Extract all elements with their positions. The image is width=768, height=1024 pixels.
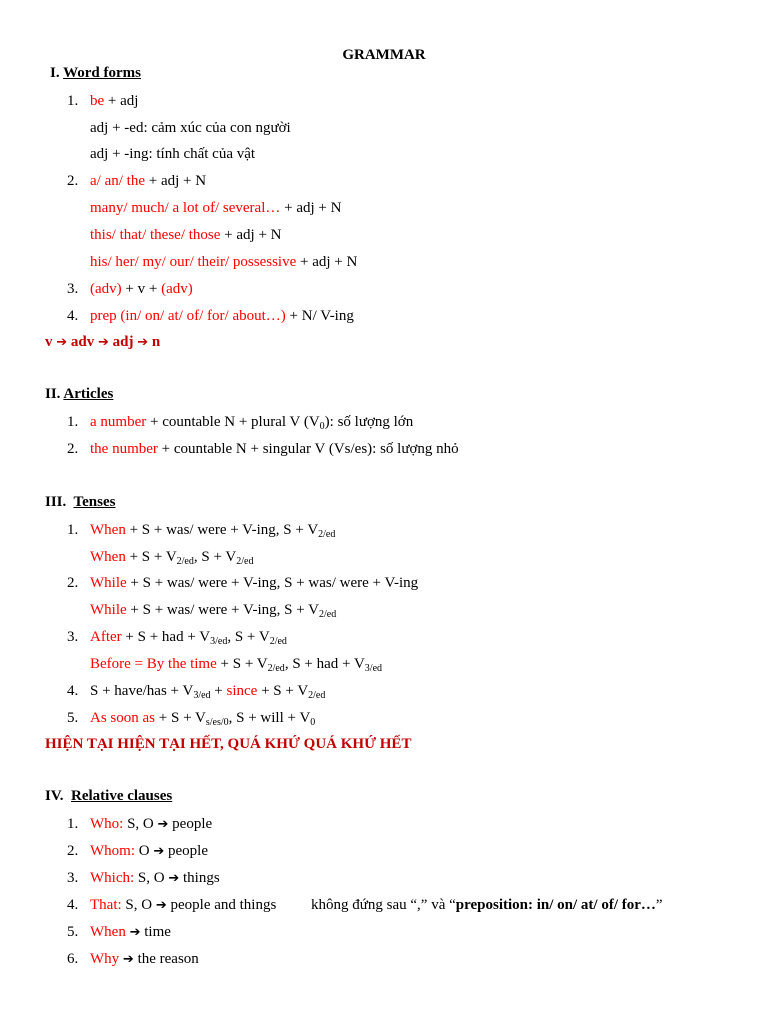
keyword: Whom: bbox=[90, 843, 135, 859]
section-4-heading bbox=[45, 788, 172, 805]
keyword: That: bbox=[90, 897, 122, 913]
keyword: Which: bbox=[90, 870, 135, 886]
item-number: 2. bbox=[67, 173, 79, 189]
keyword: this/ that/ these/ those bbox=[90, 227, 221, 243]
note-end: ” bbox=[655, 897, 663, 913]
subscript: 2/ed bbox=[308, 690, 326, 701]
subscript: 0 bbox=[310, 717, 316, 728]
formula: + S + V bbox=[155, 710, 206, 726]
subscript: s/es/0 bbox=[205, 717, 229, 728]
right-arrow-icon: ➔ bbox=[157, 817, 169, 832]
keyword: a/ an/ the bbox=[90, 173, 145, 189]
note-bold: preposition: in/ on/ at/ of/ for… bbox=[455, 897, 656, 913]
formula: + countable N + plural V (V bbox=[146, 414, 320, 430]
formula: things bbox=[179, 870, 220, 886]
formula: + adj + N bbox=[296, 254, 358, 270]
formula: + countable N + singular V (Vs/es): số lượng nhỏ bbox=[157, 441, 459, 457]
formula: S, O bbox=[134, 870, 169, 886]
formula: , S + V bbox=[227, 629, 270, 645]
item-number: 1. bbox=[67, 414, 79, 430]
subscript: 2/ed bbox=[318, 529, 336, 540]
formula: people and things bbox=[166, 897, 277, 913]
item-number: 6. bbox=[67, 951, 79, 967]
formula: the reason bbox=[133, 951, 199, 967]
subscript: 2/ed bbox=[176, 556, 194, 567]
right-arrow-icon: ➔ bbox=[56, 335, 68, 350]
subscript: 3/ed bbox=[193, 690, 211, 701]
formula: , S + V bbox=[193, 549, 237, 565]
formula: S, O bbox=[123, 816, 158, 832]
formula: people bbox=[168, 816, 213, 832]
subscript: 3/ed bbox=[364, 663, 383, 674]
section-2-heading bbox=[45, 386, 113, 403]
formula: + S + was/ were + V-ing, S + V bbox=[126, 602, 319, 618]
subscript: 2/ed bbox=[318, 609, 337, 620]
keyword: As soon as bbox=[90, 710, 156, 726]
section-1-title: Word forms bbox=[63, 65, 141, 81]
formula: + adj + N bbox=[280, 200, 342, 216]
summary-term: adj bbox=[112, 334, 134, 350]
item-number: 4. bbox=[67, 683, 79, 699]
summary-term: adv bbox=[70, 334, 95, 350]
document-title: GRAMMAR bbox=[342, 47, 426, 63]
keyword: many/ much/ a lot of/ several… bbox=[90, 200, 281, 216]
item-number: 3. bbox=[67, 281, 79, 297]
section-3-heading bbox=[45, 494, 115, 511]
formula: S + have/has + V bbox=[90, 683, 194, 699]
formula: O bbox=[135, 843, 154, 859]
tenses-summary: HIỆN TẠI HIỆN TẠI HẾT, QUÁ KHỨ QUÁ KHỨ HẾT bbox=[45, 736, 412, 752]
right-arrow-icon: ➔ bbox=[98, 335, 109, 350]
formula: adj + -ing: tính chất của vật bbox=[90, 146, 256, 162]
section-1-number: I. bbox=[50, 65, 60, 81]
subscript: 3/ed bbox=[210, 636, 228, 647]
item-number: 1. bbox=[67, 93, 79, 109]
usage-note bbox=[311, 896, 663, 914]
item-number: 1. bbox=[67, 522, 79, 538]
right-arrow-icon: ➔ bbox=[155, 898, 167, 913]
subscript: 0 bbox=[319, 421, 325, 432]
keyword: When bbox=[90, 522, 126, 538]
keyword: Before = By the time bbox=[90, 656, 217, 672]
note-text: không đứng sau “,” và “ bbox=[311, 897, 456, 913]
keyword: After bbox=[90, 629, 122, 645]
section-3-number: III. bbox=[45, 494, 67, 510]
keyword: When bbox=[90, 924, 126, 940]
item-number: 4. bbox=[67, 308, 79, 324]
keyword: since bbox=[226, 683, 258, 699]
formula: + N/ V-ing bbox=[285, 308, 354, 324]
subscript: 2/ed bbox=[269, 636, 287, 647]
item-number: 5. bbox=[67, 924, 79, 940]
right-arrow-icon: ➔ bbox=[168, 871, 180, 886]
item-number: 5. bbox=[67, 710, 79, 726]
formula: + v + bbox=[121, 281, 162, 297]
keyword: prep (in/ on/ at/ of/ for/ about…) bbox=[90, 308, 286, 324]
section-1-heading bbox=[50, 65, 141, 82]
right-arrow-icon: ➔ bbox=[122, 952, 134, 967]
keyword: Why bbox=[90, 951, 120, 967]
formula: + S + V bbox=[125, 549, 177, 565]
keyword: When bbox=[90, 549, 126, 565]
summary-term: n bbox=[151, 334, 161, 350]
word-form-summary bbox=[45, 333, 160, 352]
formula: + S + V bbox=[257, 683, 309, 699]
item-number: 3. bbox=[67, 629, 79, 645]
right-arrow-icon: ➔ bbox=[129, 925, 141, 940]
keyword: a number bbox=[90, 414, 147, 430]
item-number: 4. bbox=[67, 897, 79, 913]
keyword: While bbox=[90, 575, 127, 591]
item-number: 2. bbox=[67, 441, 79, 457]
formula: , S + had + V bbox=[284, 656, 365, 672]
section-4-title: Relative clauses bbox=[71, 788, 173, 804]
formula: + S + was/ were + V-ing, S + V bbox=[125, 522, 319, 538]
keyword: (adv) bbox=[90, 281, 122, 297]
section-4-number: IV. bbox=[45, 788, 64, 804]
right-arrow-icon: ➔ bbox=[153, 844, 165, 859]
subscript: 2/ed bbox=[267, 663, 285, 674]
formula: + adj + N bbox=[144, 173, 207, 189]
summary-term: v bbox=[45, 334, 53, 350]
formula: + S + was/ were + V-ing, S + was/ were + V-ing bbox=[126, 575, 419, 591]
formula: + adj + N bbox=[220, 227, 282, 243]
formula: , S + will + V bbox=[228, 710, 311, 726]
formula: + S + had + V bbox=[121, 629, 211, 645]
item-number: 1. bbox=[67, 816, 79, 832]
formula: + adj bbox=[104, 93, 139, 109]
formula: time bbox=[140, 924, 171, 940]
item-number: 3. bbox=[67, 870, 79, 886]
formula: + bbox=[210, 683, 227, 699]
keyword: the number bbox=[90, 441, 158, 457]
item-number: 2. bbox=[67, 575, 79, 591]
keyword: While bbox=[90, 602, 127, 618]
formula: + S + V bbox=[216, 656, 268, 672]
formula: ): số lượng lớn bbox=[324, 414, 414, 430]
section-2-number: II. bbox=[45, 386, 61, 402]
keyword: (adv) bbox=[161, 281, 193, 297]
keyword: his/ her/ my/ our/ their/ possessive bbox=[90, 254, 297, 270]
subscript: 2/ed bbox=[236, 556, 254, 567]
keyword: Who: bbox=[90, 816, 124, 832]
item-number: 2. bbox=[67, 843, 79, 859]
formula: S, O bbox=[121, 897, 156, 913]
section-3-title: Tenses bbox=[73, 494, 116, 510]
formula: people bbox=[164, 843, 208, 859]
keyword: be bbox=[90, 93, 105, 109]
section-2-title: Articles bbox=[63, 386, 114, 402]
right-arrow-icon: ➔ bbox=[137, 335, 149, 350]
formula: adj + -ed: cảm xúc của con người bbox=[90, 120, 291, 136]
